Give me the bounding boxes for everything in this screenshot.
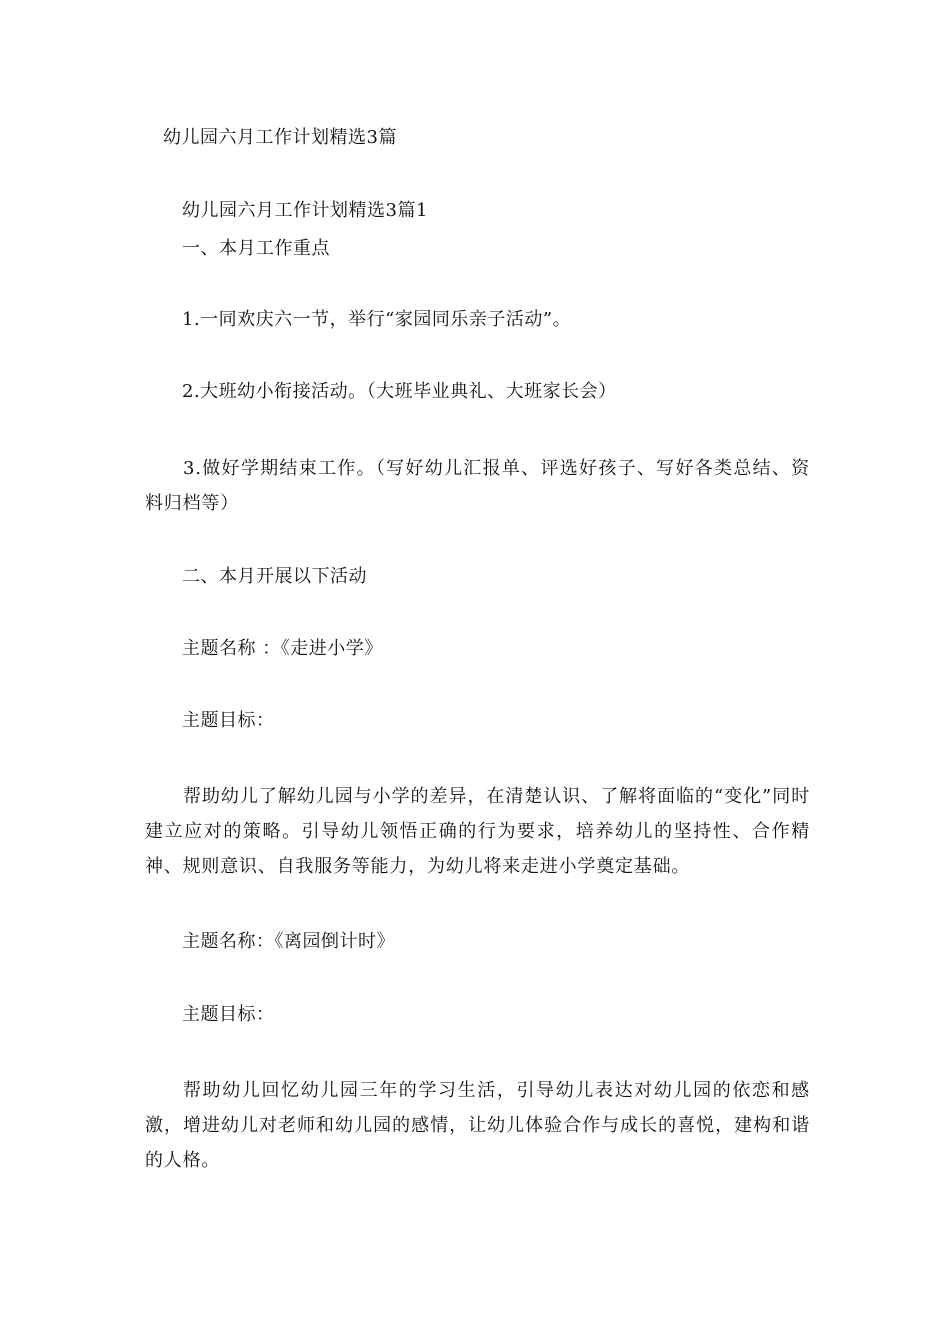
- section-title: 幼儿园六月工作计划精选3篇1: [182, 200, 428, 221]
- list-item-1: 1.一同欢庆六一节，举行“家园同乐亲子活动”。: [182, 309, 572, 330]
- list-item-3: 3.做好学期结束工作。（写好幼儿汇报单、评选好孩子、写好各类总结、资料归档等）: [145, 458, 810, 514]
- document-title: 幼儿园六月工作计划精选3篇: [163, 127, 397, 148]
- theme-1-goal-label: 主题目标：: [182, 710, 275, 731]
- theme-1-name: 主题名称 ：《走进小学》: [182, 638, 383, 659]
- heading-activities: 二、本月开展以下活动: [182, 566, 367, 587]
- theme-2-name: 主题名称：《离园倒计时》: [182, 931, 395, 952]
- theme-1-goal-paragraph: 帮助幼儿了解幼儿园与小学的差异，在清楚认识、了解将面临的“变化”同时建立应对的策略。引导幼儿领悟正确的行为要求，培养幼儿的坚持性、合作精神、规则意识、自我服务等能力，为幼儿将来走进小学奠定基础。: [145, 786, 810, 877]
- theme-2-goal-paragraph: 帮助幼儿回忆幼儿园三年的学习生活，引导幼儿表达对幼儿园的依恋和感激，增进幼儿对老师和幼儿园的感情，让幼儿体验合作与成长的喜悦，建构和谐的人格。: [145, 1080, 810, 1171]
- theme-2-goal-label: 主题目标：: [182, 1004, 275, 1025]
- heading-work-focus: 一、本月工作重点: [182, 238, 330, 259]
- list-item-2: 2.大班幼小衔接活动。（大班毕业典礼、大班家长会）: [182, 381, 617, 402]
